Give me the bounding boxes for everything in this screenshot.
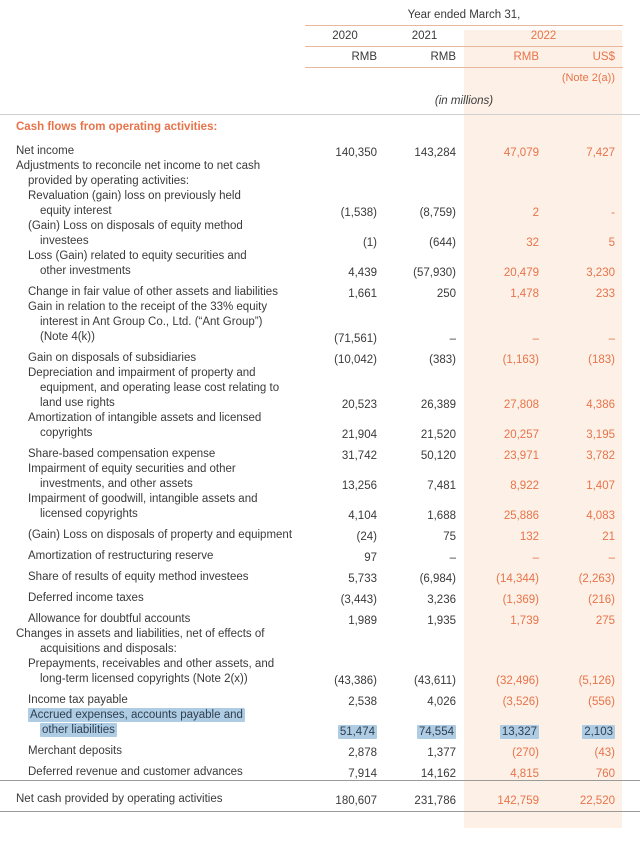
- value-2022-usd: 3,195: [586, 429, 615, 441]
- value-2021: (8,759): [419, 207, 456, 219]
- value-2022-rmb: –: [532, 552, 539, 564]
- row-label-line: (Gain) Loss on disposals of equity method: [28, 220, 243, 232]
- row-right-padding: [623, 564, 640, 585]
- row-label-line: Share of results of equity method investees: [28, 571, 249, 583]
- value-2022-rmb: (32,496): [496, 675, 539, 687]
- row-label: [0, 708, 305, 738]
- row-right-padding: [623, 189, 640, 219]
- table-row: [0, 543, 640, 564]
- row-label-line: Prepayments, receivables and other assets, and: [28, 658, 275, 670]
- selection-highlight: 2,103: [584, 726, 613, 738]
- value-2020: 31,742: [341, 450, 377, 462]
- value-2022-usd: 3,782: [586, 450, 615, 462]
- value-2021: 75: [443, 531, 456, 543]
- table-row: [0, 411, 640, 441]
- table-row: [0, 657, 640, 687]
- value-2022-rmb: (270): [512, 747, 539, 759]
- value-2022-rmb: (1,369): [502, 594, 539, 606]
- value-2022-usd: 4,083: [586, 510, 615, 522]
- currency-2021-header: RMB: [385, 47, 464, 68]
- table-row: [0, 138, 640, 159]
- selection-highlight: Accrued expenses, accounts payable and: [30, 709, 243, 721]
- table-row: [0, 189, 640, 219]
- value-2022-rmb: 2: [532, 207, 539, 219]
- value-2021: 143,284: [414, 147, 456, 159]
- value-2022-rmb: (14,344): [496, 573, 539, 585]
- row-right-padding: [623, 366, 640, 411]
- row-right-padding: [623, 585, 640, 606]
- total-2021-value: 231,786: [385, 781, 464, 812]
- row-label: [0, 411, 305, 441]
- value-2022-rmb: [464, 159, 547, 189]
- row-label-line: equity interest: [40, 205, 112, 217]
- row-right-padding: [623, 441, 640, 462]
- year-2020-header: 2020: [305, 26, 385, 47]
- value-2021: 4,026: [427, 696, 456, 708]
- value-2020: (71,561): [334, 333, 377, 345]
- row-right-padding: [623, 411, 640, 441]
- row-label: [0, 345, 305, 366]
- value-2021: 26,389: [420, 399, 456, 411]
- table-row: [0, 606, 640, 627]
- row-right-padding: [623, 462, 640, 492]
- value-2022-rmb: 32: [526, 237, 539, 249]
- row-right-padding: [623, 522, 640, 543]
- value-2021: (383): [429, 354, 456, 366]
- value-2020: [305, 159, 385, 189]
- period-title-row: [0, 0, 640, 26]
- table-row: [0, 462, 640, 492]
- value-2022-rmb: (3,526): [502, 696, 539, 708]
- note-2a-reference: (Note 2(a)): [561, 72, 615, 84]
- value-2020: (43,386): [334, 675, 377, 687]
- units-row: [0, 88, 640, 115]
- value-2022-usd: 760: [595, 768, 615, 780]
- row-label-line: Gain in relation to the receipt of the 33% equity: [28, 301, 268, 313]
- value-2020: 2,878: [348, 747, 377, 759]
- row-label: [0, 441, 305, 462]
- selection-highlight: 51,474: [339, 726, 375, 738]
- row-label: [0, 189, 305, 219]
- value-2022-rmb: 20,479: [503, 267, 539, 279]
- row-label: [0, 687, 305, 708]
- value-2021: 7,481: [427, 480, 456, 492]
- row-label-line: licensed copyrights: [40, 508, 138, 520]
- table-row: [0, 585, 640, 606]
- value-2022-usd: –: [608, 552, 615, 564]
- row-label-line: Changes in assets and liabilities, net of effects of: [16, 628, 265, 640]
- spacer-cell: [0, 0, 305, 26]
- row-label: [0, 738, 305, 759]
- row-label-line: Merchant deposits: [28, 745, 122, 757]
- year-2022-header: 2022: [464, 26, 623, 47]
- total-label: Net cash provided by operating activities: [0, 781, 305, 812]
- row-right-padding: [623, 492, 640, 522]
- selection-highlight: 13,327: [501, 726, 537, 738]
- selection-highlight: other liabilities: [42, 724, 115, 736]
- table-row: [0, 759, 640, 781]
- value-2021: –: [449, 552, 456, 564]
- value-2021: –: [449, 333, 456, 345]
- value-2020: 7,914: [348, 768, 377, 780]
- row-right-padding: [623, 543, 640, 564]
- total-2020-value: 180,607: [305, 781, 385, 812]
- row-right-padding: [623, 300, 640, 345]
- value-2020: [305, 627, 385, 657]
- value-2021: 50,120: [420, 450, 456, 462]
- value-2021: 21,520: [420, 429, 456, 441]
- row-label: [0, 492, 305, 522]
- row-label-line: Share-based compensation expense: [28, 448, 216, 460]
- value-2021: (6,984): [419, 573, 456, 585]
- table-row: [0, 492, 640, 522]
- row-right-padding: [623, 687, 640, 708]
- value-2022-rmb: 47,079: [503, 147, 539, 159]
- row-label-line: (Note 4(k)): [40, 331, 95, 343]
- row-label: [0, 657, 305, 687]
- currency-2022-rmb-header: RMB: [464, 47, 547, 68]
- value-2022-rmb: [464, 627, 547, 657]
- row-label-line: Revaluation (gain) loss on previously held: [28, 190, 241, 202]
- row-label-line: Deferred revenue and customer advances: [28, 766, 243, 778]
- table-row: [0, 627, 640, 657]
- row-label-line: [16, 723, 305, 738]
- table-row: [0, 345, 640, 366]
- row-label-line: other investments: [40, 265, 131, 277]
- value-2021: 1,688: [427, 510, 456, 522]
- row-label-line: Depreciation and impairment of property and: [28, 367, 256, 379]
- value-2022-rmb: 25,886: [503, 510, 539, 522]
- row-label: [0, 759, 305, 781]
- row-label-line: Impairment of equity securities and other: [28, 463, 236, 475]
- row-right-padding: [623, 249, 640, 279]
- value-2022-rmb: 8,922: [510, 480, 539, 492]
- value-2022-usd: –: [608, 333, 615, 345]
- value-2022-rmb: 1,739: [510, 615, 539, 627]
- value-2021: 14,162: [420, 768, 456, 780]
- row-label-line: Change in fair value of other assets and liabilities: [28, 286, 278, 298]
- total-2022-rmb-value: 142,759: [464, 781, 547, 812]
- value-2021: [385, 627, 464, 657]
- row-label: [0, 279, 305, 300]
- row-label: [0, 585, 305, 606]
- row-label-line: Amortization of restructuring reserve: [28, 550, 214, 562]
- row-label-line: (Gain) Loss on disposals of property and equipment: [28, 529, 293, 541]
- value-2020: (3,443): [340, 594, 377, 606]
- value-2022-usd: (43): [594, 747, 615, 759]
- row-label: [0, 366, 305, 411]
- value-2020: (10,042): [334, 354, 377, 366]
- value-2020: 1,989: [348, 615, 377, 627]
- value-2022-usd: [547, 159, 623, 189]
- currency-2020-header: RMB: [305, 47, 385, 68]
- row-label: [0, 606, 305, 627]
- value-2020: 20,523: [341, 399, 377, 411]
- table-row: [0, 708, 640, 738]
- value-2022-usd: 4,386: [586, 399, 615, 411]
- value-2021: 1,935: [427, 615, 456, 627]
- value-2022-rmb: 1,478: [510, 288, 539, 300]
- row-label-line: Allowance for doubtful accounts: [28, 613, 191, 625]
- row-right-padding: [623, 708, 640, 738]
- value-2022-rmb: 23,971: [503, 450, 539, 462]
- row-label-line: investees: [40, 235, 89, 247]
- row-label-line: Amortization of intangible assets and licensed: [28, 412, 262, 424]
- value-2020: 5,733: [348, 573, 377, 585]
- table-row: [0, 522, 640, 543]
- value-2021: (43,611): [414, 675, 456, 687]
- row-label-line: interest in Ant Group Co., Ltd. (“Ant Group”): [40, 316, 263, 328]
- row-right-padding: [623, 627, 640, 657]
- row-label: [0, 627, 305, 657]
- currency-header-row: [0, 47, 640, 68]
- value-2020: 1,661: [348, 288, 377, 300]
- row-label-line: Deferred income taxes: [28, 592, 144, 604]
- value-2022-usd: (5,126): [578, 675, 615, 687]
- table-row: [0, 687, 640, 708]
- value-2022-rmb: 4,815: [510, 768, 539, 780]
- value-2021: (57,930): [413, 267, 456, 279]
- row-label-line: long-term licensed copyrights (Note 2(x)): [40, 673, 248, 685]
- row-right-padding: [623, 159, 640, 189]
- row-label-line: provided by operating activities:: [28, 175, 190, 187]
- value-2022-usd: [547, 627, 623, 657]
- value-2021: [385, 708, 464, 738]
- row-label: [0, 300, 305, 345]
- row-label-line: Adjustments to reconcile net income to net cash: [16, 160, 261, 172]
- row-right-padding: [623, 759, 640, 781]
- value-2022-usd: 3,230: [586, 267, 615, 279]
- value-2020: [305, 708, 385, 738]
- row-label: [0, 462, 305, 492]
- year-header-row: [0, 26, 640, 47]
- statement-rows: [0, 138, 640, 781]
- row-label: [0, 522, 305, 543]
- value-2020: 2,538: [348, 696, 377, 708]
- value-2021: 250: [436, 288, 456, 300]
- row-right-padding: [623, 345, 640, 366]
- selection-highlight: 74,554: [418, 726, 454, 738]
- value-2020: (1): [362, 237, 377, 249]
- table-row: [0, 300, 640, 345]
- row-right-padding: [623, 279, 640, 300]
- row-label-line: [16, 708, 305, 723]
- row-label-line: Impairment of goodwill, intangible assets and: [28, 493, 258, 505]
- value-2022-usd: 1,407: [586, 480, 615, 492]
- row-label-line: Gain on disposals of subsidiaries: [28, 352, 197, 364]
- value-2022-usd: (556): [588, 696, 615, 708]
- value-2022-usd: (216): [588, 594, 615, 606]
- row-right-padding: [623, 219, 640, 249]
- value-2022-rmb: 20,257: [503, 429, 539, 441]
- value-2020: 4,104: [348, 510, 377, 522]
- value-2022-usd: (183): [588, 354, 615, 366]
- value-2022-usd: 21: [602, 531, 615, 543]
- value-2022-rmb: (1,163): [502, 354, 539, 366]
- row-label: [0, 219, 305, 249]
- value-2020: 97: [364, 552, 377, 564]
- value-2021: 1,377: [427, 747, 456, 759]
- row-label-line: Loss (Gain) related to equity securities and: [28, 250, 247, 262]
- row-right-padding: [623, 657, 640, 687]
- total-row: [0, 781, 640, 812]
- section-heading-label: Cash flows from operating activities:: [0, 115, 305, 139]
- row-label: [0, 564, 305, 585]
- table-row: [0, 219, 640, 249]
- period-title: Year ended March 31,: [407, 9, 521, 21]
- section-heading-row: [0, 115, 640, 139]
- value-2020: 4,439: [348, 267, 377, 279]
- row-label: [0, 159, 305, 189]
- year-2021-header: 2021: [385, 26, 464, 47]
- value-2022-rmb: 132: [519, 531, 539, 543]
- row-label: [0, 249, 305, 279]
- value-2022-rmb: –: [532, 333, 539, 345]
- value-2022-usd: (2,263): [578, 573, 615, 585]
- value-2022-usd: 7,427: [586, 147, 615, 159]
- row-label-line: equipment, and operating lease cost relating to: [40, 382, 280, 394]
- total-2022-usd-value: 22,520: [547, 781, 623, 812]
- value-2022-usd: 233: [595, 288, 615, 300]
- units-label: (in millions): [434, 95, 494, 107]
- row-label-line: land use rights: [40, 397, 115, 409]
- value-2021: [385, 159, 464, 189]
- value-2020: 13,256: [341, 480, 377, 492]
- value-2022-rmb: 27,808: [503, 399, 539, 411]
- value-2020: 21,904: [341, 429, 377, 441]
- value-2022-usd: -: [611, 207, 615, 219]
- value-2021: (644): [429, 237, 456, 249]
- row-label: [0, 138, 305, 159]
- row-right-padding: [623, 606, 640, 627]
- row-label-line: acquisitions and disposals:: [40, 643, 177, 655]
- table-row: [0, 249, 640, 279]
- table-row: [0, 738, 640, 759]
- row-right-padding: [623, 138, 640, 159]
- table-row: [0, 159, 640, 189]
- value-2022-rmb: [464, 708, 547, 738]
- value-2021: 3,236: [427, 594, 456, 606]
- value-2022-usd: 275: [595, 615, 615, 627]
- table-row: [0, 564, 640, 585]
- row-label-line: copyrights: [40, 427, 93, 439]
- value-2022-usd: [547, 708, 623, 738]
- value-2020: (24): [356, 531, 377, 543]
- currency-2022-usd-header: US$: [547, 47, 623, 68]
- value-2020: 140,350: [335, 147, 377, 159]
- table-row: [0, 366, 640, 411]
- table-row: [0, 279, 640, 300]
- note-reference-row: [0, 68, 640, 89]
- row-right-padding: [623, 738, 640, 759]
- value-2022-usd: 5: [608, 237, 615, 249]
- row-label-line: investments, and other assets: [40, 478, 193, 490]
- table-row: [0, 441, 640, 462]
- row-label: [0, 543, 305, 564]
- row-label-line: Net income: [16, 145, 75, 157]
- value-2020: (1,538): [340, 207, 377, 219]
- row-label-line: Income tax payable: [28, 694, 128, 706]
